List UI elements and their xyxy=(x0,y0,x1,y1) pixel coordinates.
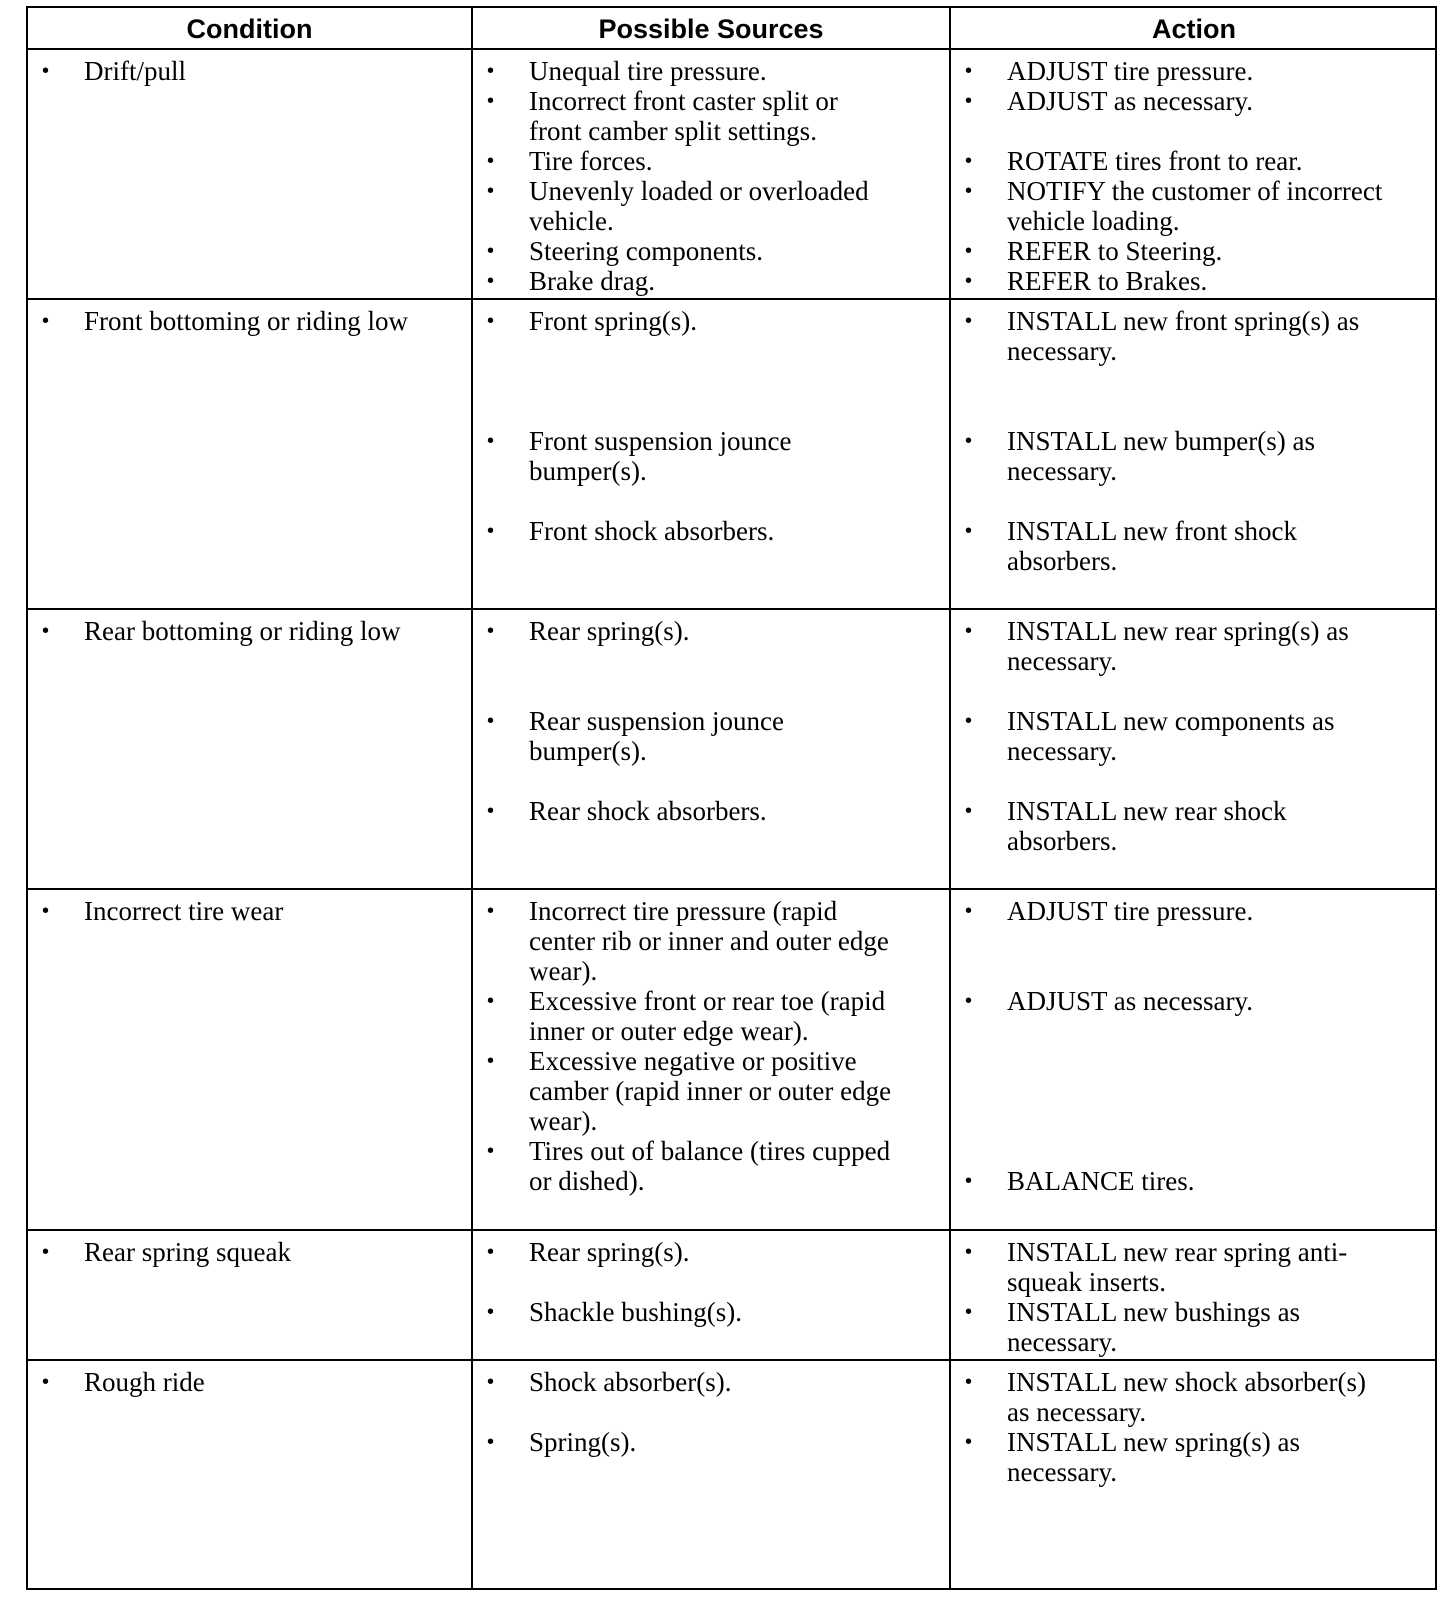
actions-cell xyxy=(951,56,1391,296)
actions-cell xyxy=(951,896,1391,1196)
action-item: • ADJUST as necessary. xyxy=(951,86,1391,116)
sources-cell xyxy=(473,1237,893,1327)
action-item: • INSTALL new components as necessary. xyxy=(951,706,1391,766)
action-item: • ADJUST as necessary. xyxy=(951,986,1391,1016)
action-item: • BALANCE tires. xyxy=(951,1166,1391,1196)
action-item: • REFER to Brakes. xyxy=(951,266,1391,296)
condition-rear-bottoming: • Rear bottoming or riding low xyxy=(28,616,471,646)
source-item: • Incorrect tire pressure (rapid center rib or inner and outer edge wear). xyxy=(473,896,893,986)
source-item: • Tire forces. xyxy=(473,146,893,176)
action-item: • INSTALL new rear spring anti-squeak inserts. xyxy=(951,1237,1391,1297)
condition-drift-pull: • Drift/pull xyxy=(28,56,471,86)
condition-cell xyxy=(28,306,471,336)
source-item: • Unequal tire pressure. xyxy=(473,56,893,86)
source-item: • Incorrect front caster split or front camber split settings. xyxy=(473,86,893,146)
header-action: Action xyxy=(1152,14,1236,44)
action-item: • INSTALL new front shock absorbers. xyxy=(951,516,1391,576)
action-item: • INSTALL new bushings as necessary. xyxy=(951,1297,1391,1357)
condition-cell xyxy=(28,616,471,646)
action-item: • ADJUST tire pressure. xyxy=(951,896,1391,926)
source-item: • Shackle bushing(s). xyxy=(473,1297,893,1327)
action-item: • INSTALL new bumper(s) as necessary. xyxy=(951,426,1391,486)
sources-cell xyxy=(473,306,893,546)
source-item: • Spring(s). xyxy=(473,1427,893,1457)
source-item: • Excessive front or rear toe (rapid inner or outer edge wear). xyxy=(473,986,893,1046)
source-item: • Rear suspension jounce bumper(s). xyxy=(473,706,893,766)
source-item: • Front shock absorbers. xyxy=(473,516,893,546)
action-item: • INSTALL new shock absorber(s) as necessary. xyxy=(951,1367,1391,1427)
source-item: • Rear spring(s). xyxy=(473,616,893,646)
sources-cell xyxy=(473,1367,893,1457)
condition-cell xyxy=(28,1237,471,1267)
action-item: • REFER to Steering. xyxy=(951,236,1391,266)
source-item: • Steering components. xyxy=(473,236,893,266)
source-item: • Shock absorber(s). xyxy=(473,1367,893,1397)
actions-cell xyxy=(951,306,1391,576)
action-item: • INSTALL new rear spring(s) as necessary. xyxy=(951,616,1391,676)
condition-cell xyxy=(28,896,471,926)
sources-cell xyxy=(473,616,893,826)
action-item: • INSTALL new front spring(s) as necessary. xyxy=(951,306,1391,366)
source-item: • Brake drag. xyxy=(473,266,893,296)
row-divider xyxy=(28,298,1435,300)
condition-cell xyxy=(28,1367,471,1397)
condition-incorrect-tire-wear: • Incorrect tire wear xyxy=(28,896,471,926)
source-item: • Front spring(s). xyxy=(473,306,893,336)
action-item: • INSTALL new rear shock absorbers. xyxy=(951,796,1391,856)
sources-cell xyxy=(473,56,893,296)
row-divider xyxy=(28,888,1435,890)
actions-cell xyxy=(951,1367,1391,1487)
row-divider xyxy=(28,608,1435,610)
source-item: • Rear spring(s). xyxy=(473,1237,893,1267)
source-item: • Excessive negative or positive camber (rapid inner or outer edge wear). xyxy=(473,1046,893,1136)
condition-front-bottoming: • Front bottoming or riding low xyxy=(28,306,471,336)
action-item: • ADJUST tire pressure. xyxy=(951,56,1391,86)
source-item: • Unevenly loaded or overloaded vehicle. xyxy=(473,176,893,236)
condition-rear-spring-squeak: • Rear spring squeak xyxy=(28,1237,471,1267)
source-item: • Rear shock absorbers. xyxy=(473,796,893,826)
action-item: • NOTIFY the customer of incorrect vehicle loading. xyxy=(951,176,1391,236)
row-divider xyxy=(28,1359,1435,1361)
action-item: • ROTATE tires front to rear. xyxy=(951,146,1391,176)
actions-cell xyxy=(951,1237,1391,1357)
header-condition: Condition xyxy=(186,14,313,44)
condition-cell xyxy=(28,56,471,86)
row-divider xyxy=(28,1229,1435,1231)
header-possible-sources: Possible Sources xyxy=(598,14,824,44)
actions-cell xyxy=(951,616,1391,856)
source-item: • Front suspension jounce bumper(s). xyxy=(473,426,893,486)
source-item: • Tires out of balance (tires cupped or dished). xyxy=(473,1136,893,1196)
row-divider xyxy=(28,48,1435,50)
action-item: • INSTALL new spring(s) as necessary. xyxy=(951,1427,1391,1487)
diagnosis-table xyxy=(26,6,1437,1590)
sources-cell xyxy=(473,896,893,1196)
condition-rough-ride: • Rough ride xyxy=(28,1367,471,1397)
